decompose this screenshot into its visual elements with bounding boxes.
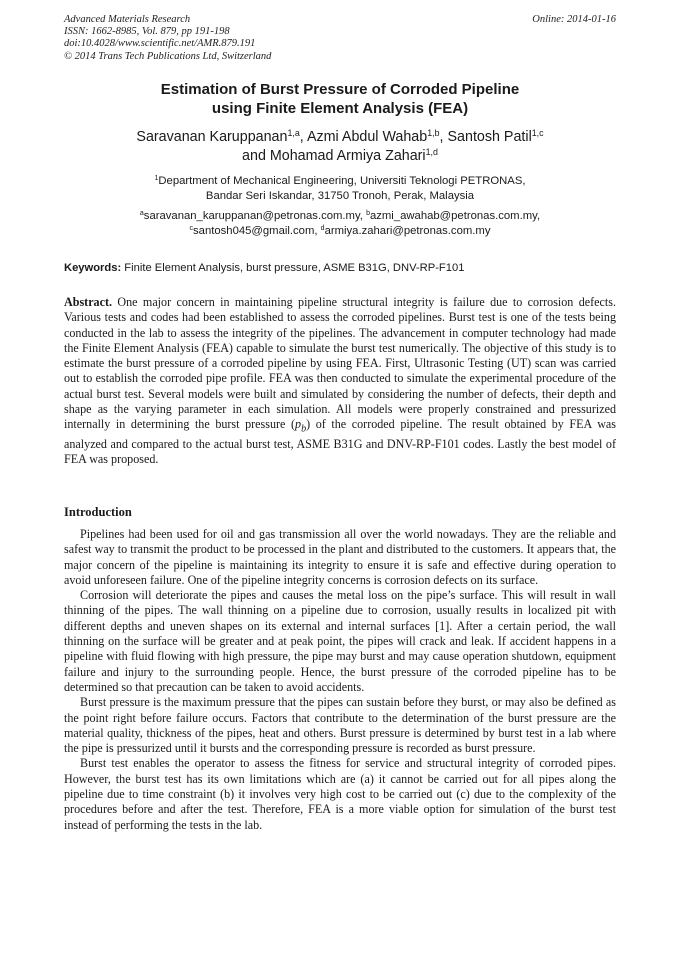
author-separator: , bbox=[299, 129, 307, 145]
author-affil-mark: 1,c bbox=[531, 128, 544, 139]
email-link[interactable]: azmi_awahab@petronas.com.my, bbox=[369, 210, 541, 222]
paper-title bbox=[64, 81, 616, 118]
doi-line: doi:10.4028/www.scientific.net/AMR.879.191 bbox=[64, 38, 256, 50]
keywords-text: Finite Element Analysis, burst pressure, ASME B31G, DNV-RP-F101 bbox=[121, 262, 465, 274]
author-affil-mark: 1,a bbox=[287, 128, 300, 139]
introduction-body bbox=[64, 527, 616, 833]
affiliation-line-1 bbox=[64, 174, 616, 189]
email-mark: a bbox=[139, 210, 144, 218]
body-paragraph: Pipelines had been used for oil and gas transmission all over the world nowadays. They are the reliable and safest way to transmit the product to be processed in the plant and distributed to the customers. It appears that, the major concern of the pipeline is maintaining its integrity to ensure it is safe and effective during operation to avoid unforeseen failure. One of the pipeline integrity concerns is corrosion defects on its surface. bbox=[64, 527, 616, 587]
keywords-label: Keywords: bbox=[64, 262, 122, 274]
abstract-label: Abstract. bbox=[64, 295, 113, 309]
abstract-text-end: ) of the corroded pipeline. The result obtained by FEA was analyzed and compared to the actual burst test, ASME B31G and DNV-RP-F101 codes. Lastly the best model of FEA was proposed. bbox=[64, 417, 616, 467]
title-line-2: using Finite Element Analysis (FEA) bbox=[211, 99, 469, 117]
emails-line-1 bbox=[64, 209, 616, 224]
abstract-text: One major concern in maintaining pipeline structural integrity is failure due to corrosion defects. Various tests and codes had been established to assess the corroded pipelines. Burst test is one of the tests being conducted in the lab to assess the integrity of the pipelines. The advancement in computer technology had made the Finite Element Analysis (FEA) capable to simulate the burst test numerically. The objective of this study is to estimate the burst pressure of a corroded pipeline by using FEA. First, Ultrasonic Testing (UT) scan was carried out to establish the corroded pipe profile. FEA was then conducted to simulate the experimental procedure of the actual burst test. Several models were built and simulated by considering the number of defects, their depth and shape as the varying parameter in each simulation. All models were properly constrained and pressurized internally in determining the burst pressure ( bbox=[64, 295, 616, 432]
author-separator: , bbox=[439, 129, 448, 145]
title-line-1: Estimation of Burst Pressure of Corroded Pipeline bbox=[160, 81, 520, 98]
abstract-paragraph bbox=[64, 295, 616, 468]
email-link[interactable]: saravanan_karuppanan@petronas.com.my, bbox=[143, 210, 367, 222]
section-heading-introduction: Introduction bbox=[64, 505, 132, 519]
author-conjunction: and bbox=[242, 148, 270, 164]
affiliation-line-2: Bandar Seri Iskandar, 31750 Tronoh, Perak, Malaysia bbox=[205, 190, 475, 202]
affiliation-text: Department of Mechanical Engineering, Universiti Teknologi PETRONAS, bbox=[158, 175, 526, 187]
authors-line-2 bbox=[64, 147, 616, 166]
email-mark: c bbox=[189, 225, 194, 233]
running-header bbox=[64, 14, 616, 63]
author-name: Mohamad Armiya Zahari bbox=[269, 148, 426, 164]
body-paragraph: Corrosion will deteriorate the pipes and causes the metal loss on the pipe’s surface. This will result in wall thinning of the pipes. The wall thinning on a pipeline due to corrosion, usually results in localized pit with different depths and uneven shapes on its external and internal surfaces [1]. After a certain period, the wall thinning on the surface will be greater and at peak point, the pipes will crack and leak. If accident happens in a pipeline with fluid flowing with high pressure, the pipe may burst and may cause operation shutdown, equipment failure and injury to the surrounding people. Hence, the burst pressure of the corroded pipeline has to be determined so that precaution can be taken to avoid accidents. bbox=[64, 588, 616, 694]
author-name: Santosh Patil bbox=[447, 129, 532, 145]
online-date: Online: 2014-01-16 bbox=[532, 14, 616, 25]
body-paragraph: Burst pressure is the maximum pressure that the pipes can sustain before they burst, or may also be defined as the point right before failure occurs. Factors that contribute to the determination of the burst pressure are the material quality, thickness of the pipes, heat and others. Burst pressure is determined by burst test in a lab where the pipe is pressurized until it bursts and the corresponding pressure is recorded as burst pressure. bbox=[64, 695, 616, 756]
burst-pressure-symbol: p bbox=[295, 417, 302, 432]
author-affil-mark: 1,d bbox=[425, 147, 438, 158]
copyright-line: © 2014 Trans Tech Publications Ltd, Switzerland bbox=[64, 50, 272, 62]
author-name: Azmi Abdul Wahab bbox=[306, 129, 428, 145]
author-emails bbox=[64, 209, 616, 239]
email-link[interactable]: santosh045@gmail.com, bbox=[193, 225, 321, 237]
author-list bbox=[64, 128, 616, 166]
author-name: Saravanan Karuppanan bbox=[136, 129, 288, 145]
emails-line-2 bbox=[64, 224, 616, 239]
burst-pressure-subscript: b bbox=[301, 423, 307, 435]
email-mark: b bbox=[366, 210, 370, 218]
abstract bbox=[64, 295, 616, 468]
body-paragraph: Burst test enables the operator to assess the fitness for service and structural integrity of corroded pipes. However, the burst test has its own limitations which are (a) it cannot be carried out for all pipes along the pipeline due to time constraint (b) it involves very high cost to be carried out (c) due to the complexity of the procedures before and after the test. Therefore, FEA is a more viable option for simulation of the burst test instead of performing the tests in the lab. bbox=[64, 756, 616, 832]
affiliation bbox=[64, 174, 616, 204]
authors-line-1 bbox=[64, 128, 616, 147]
keywords bbox=[64, 261, 616, 275]
affiliation-mark: 1 bbox=[154, 175, 159, 183]
email-mark: d bbox=[320, 225, 325, 233]
journal-name: Advanced Materials Research bbox=[64, 14, 191, 25]
email-link[interactable]: armiya.zahari@petronas.com.my bbox=[324, 225, 491, 237]
author-affil-mark: 1,b bbox=[427, 128, 440, 139]
issn-line: ISSN: 1662-8985, Vol. 879, pp 191-198 bbox=[64, 26, 230, 38]
